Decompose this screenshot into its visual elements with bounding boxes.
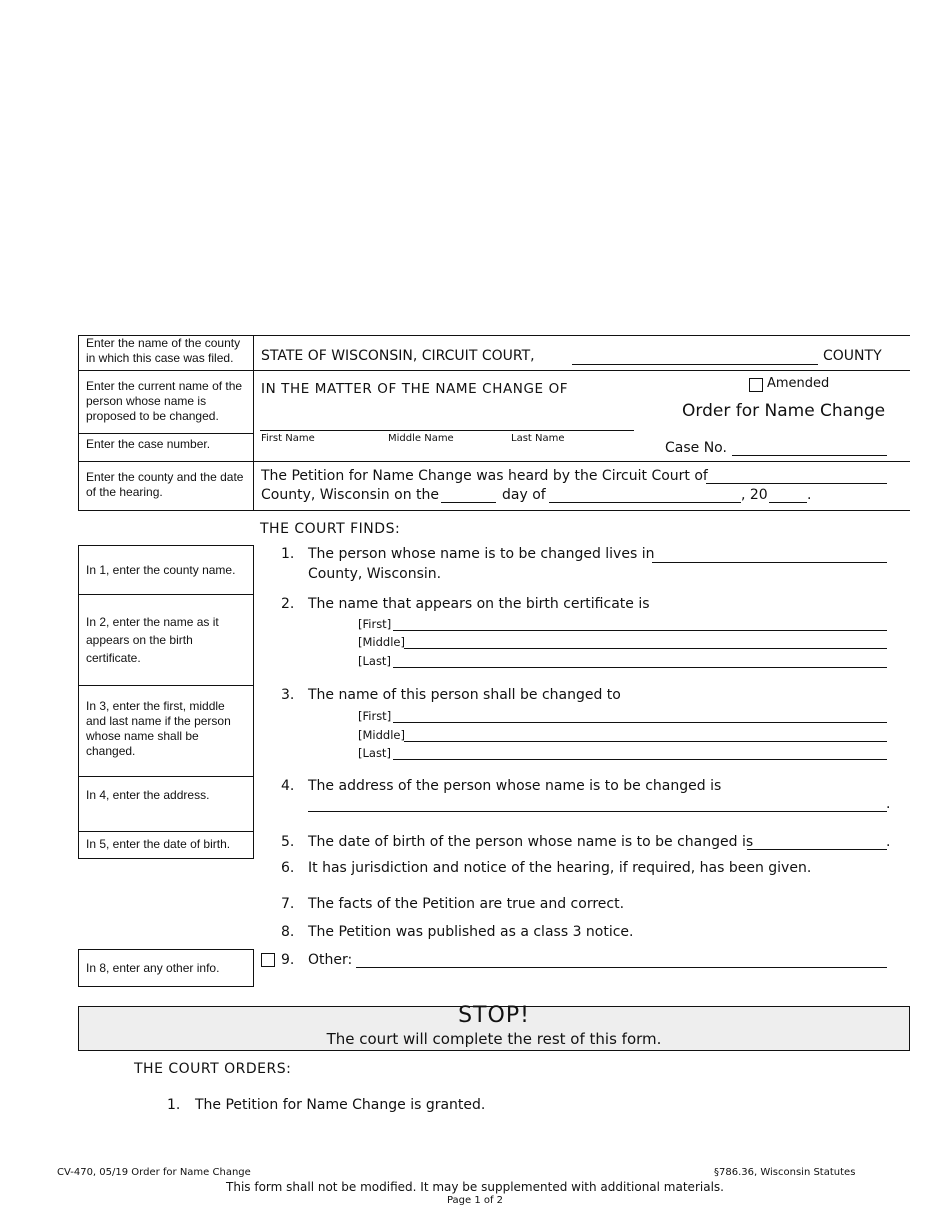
footer-page: Page 1 of 2 <box>446 1195 504 1206</box>
hearing-county-input[interactable] <box>706 483 887 484</box>
finding-9-checkbox[interactable] <box>261 953 275 967</box>
hint-3: In 3, enter the first, middle and last name if the person whose name shall be changed. <box>86 699 231 758</box>
finding-4-number: 4. <box>281 778 295 794</box>
first-name-label: First Name <box>261 433 315 444</box>
hint-current-name: Enter the current name of the person whose name is proposed to be changed. <box>86 379 243 423</box>
court-orders-heading: THE COURT ORDERS: <box>134 1061 292 1077</box>
stop-text: The court will complete the rest of this form. <box>326 1030 662 1048</box>
finding-6-number: 6. <box>281 860 295 876</box>
finding-9-text: Other: <box>308 952 353 968</box>
order-1-number: 1. <box>167 1097 181 1113</box>
hint-2: In 2, enter the name as it appears on the birth certificate. <box>86 615 219 665</box>
footer-form-id: CV-470, 05/19 Order for Name Change <box>57 1167 251 1178</box>
finding-1-county-input[interactable] <box>652 562 887 563</box>
amended-label: Amended <box>767 376 830 391</box>
hearing-year-input[interactable] <box>769 502 807 503</box>
hearing-day-input[interactable] <box>441 502 496 503</box>
finding-4-address-input[interactable] <box>308 811 887 812</box>
row-divider <box>78 461 910 462</box>
order-1-text: The Petition for Name Change is granted. <box>195 1097 486 1113</box>
finding-1-text: The person whose name is to be changed lives in <box>308 546 655 562</box>
court-finds-heading: THE COURT FINDS: <box>260 521 401 537</box>
finding-8-text: The Petition was published as a class 3 notice. <box>308 924 634 940</box>
finding-6-text: It has jurisdiction and notice of the hearing, if required, has been given. <box>308 860 812 876</box>
hint-4: In 4, enter the address. <box>86 788 210 802</box>
row-divider <box>78 433 254 434</box>
finding-2-first-input[interactable] <box>393 630 887 631</box>
amended-checkbox[interactable] <box>749 378 763 392</box>
hearing-line-2d: . <box>807 487 812 503</box>
row-divider <box>78 685 254 686</box>
finding-9-number: 9. <box>281 952 295 968</box>
row-divider <box>78 776 254 777</box>
finding-3-middle-label: [Middle] <box>358 728 405 742</box>
hint-1: In 1, enter the county name. <box>86 563 236 577</box>
county-input[interactable] <box>572 364 818 365</box>
hint-column-divider <box>253 335 254 511</box>
finding-3-last-label: [Last] <box>358 746 391 760</box>
form-title: Order for Name Change <box>682 401 886 421</box>
finding-9-other-input[interactable] <box>356 967 887 968</box>
row-divider <box>78 594 254 595</box>
finding-4-period: . <box>886 796 891 812</box>
hearing-line-2b: day of <box>502 487 546 503</box>
finding-2-text: The name that appears on the birth certificate is <box>308 596 650 612</box>
finding-7-number: 7. <box>281 896 295 912</box>
finding-3-last-input[interactable] <box>393 759 887 760</box>
finding-5-number: 5. <box>281 834 295 850</box>
hint-case-number: Enter the case number. <box>86 437 211 451</box>
case-no-input[interactable] <box>732 455 887 456</box>
hint-5: In 5, enter the date of birth. <box>86 837 231 851</box>
finding-3-number: 3. <box>281 687 295 703</box>
middle-name-label: Middle Name <box>388 433 454 444</box>
stop-title: STOP! <box>458 1003 530 1028</box>
hint-county: Enter the name of the county in which this case was filed. <box>86 336 241 365</box>
hearing-month-input[interactable] <box>549 502 741 503</box>
finding-1-number: 1. <box>281 546 295 562</box>
hint-hearing: Enter the county and the date of the hearing. <box>86 470 244 499</box>
county-label: COUNTY <box>823 348 882 364</box>
finding-2-number: 2. <box>281 596 295 612</box>
case-no-label: Case No. <box>665 440 727 456</box>
finding-7-text: The facts of the Petition are true and correct. <box>308 896 625 912</box>
hearing-line-2c: , 20 <box>741 487 768 503</box>
finding-2-first-label: [First] <box>358 617 392 631</box>
name-input[interactable] <box>260 430 634 431</box>
finding-2-middle-label: [Middle] <box>358 635 405 649</box>
finding-2-middle-input[interactable] <box>404 648 887 649</box>
footer-notice: This form shall not be modified. It may be supplemented with additional materials. <box>226 1180 724 1194</box>
footer-statute: §786.36, Wisconsin Statutes <box>714 1167 856 1178</box>
finding-2-last-input[interactable] <box>393 667 887 668</box>
last-name-label: Last Name <box>511 433 565 444</box>
finding-3-middle-input[interactable] <box>404 741 887 742</box>
finding-1-text-b: County, Wisconsin. <box>308 566 442 582</box>
finding-2-last-label: [Last] <box>358 654 391 668</box>
finding-4-text: The address of the person whose name is to be changed is <box>308 778 722 794</box>
finding-5-period: . <box>886 834 891 850</box>
finding-5-dob-input[interactable] <box>747 849 887 850</box>
finding-3-text: The name of this person shall be changed to <box>308 687 621 703</box>
hearing-line-1: The Petition for Name Change was heard by the Circuit Court of <box>261 468 708 484</box>
row-divider <box>78 831 254 832</box>
finding-3-first-input[interactable] <box>393 722 887 723</box>
hint-8: In 8, enter any other info. <box>86 961 220 975</box>
hearing-line-2a: County, Wisconsin on the <box>261 487 439 503</box>
matter-label: IN THE MATTER OF THE NAME CHANGE OF <box>261 381 569 397</box>
finding-3-first-label: [First] <box>358 709 392 723</box>
finding-5-text: The date of birth of the person whose name is to be changed is <box>308 834 754 850</box>
row-divider <box>78 370 910 371</box>
finding-8-number: 8. <box>281 924 295 940</box>
state-court-label: STATE OF WISCONSIN, CIRCUIT COURT, <box>261 348 535 364</box>
